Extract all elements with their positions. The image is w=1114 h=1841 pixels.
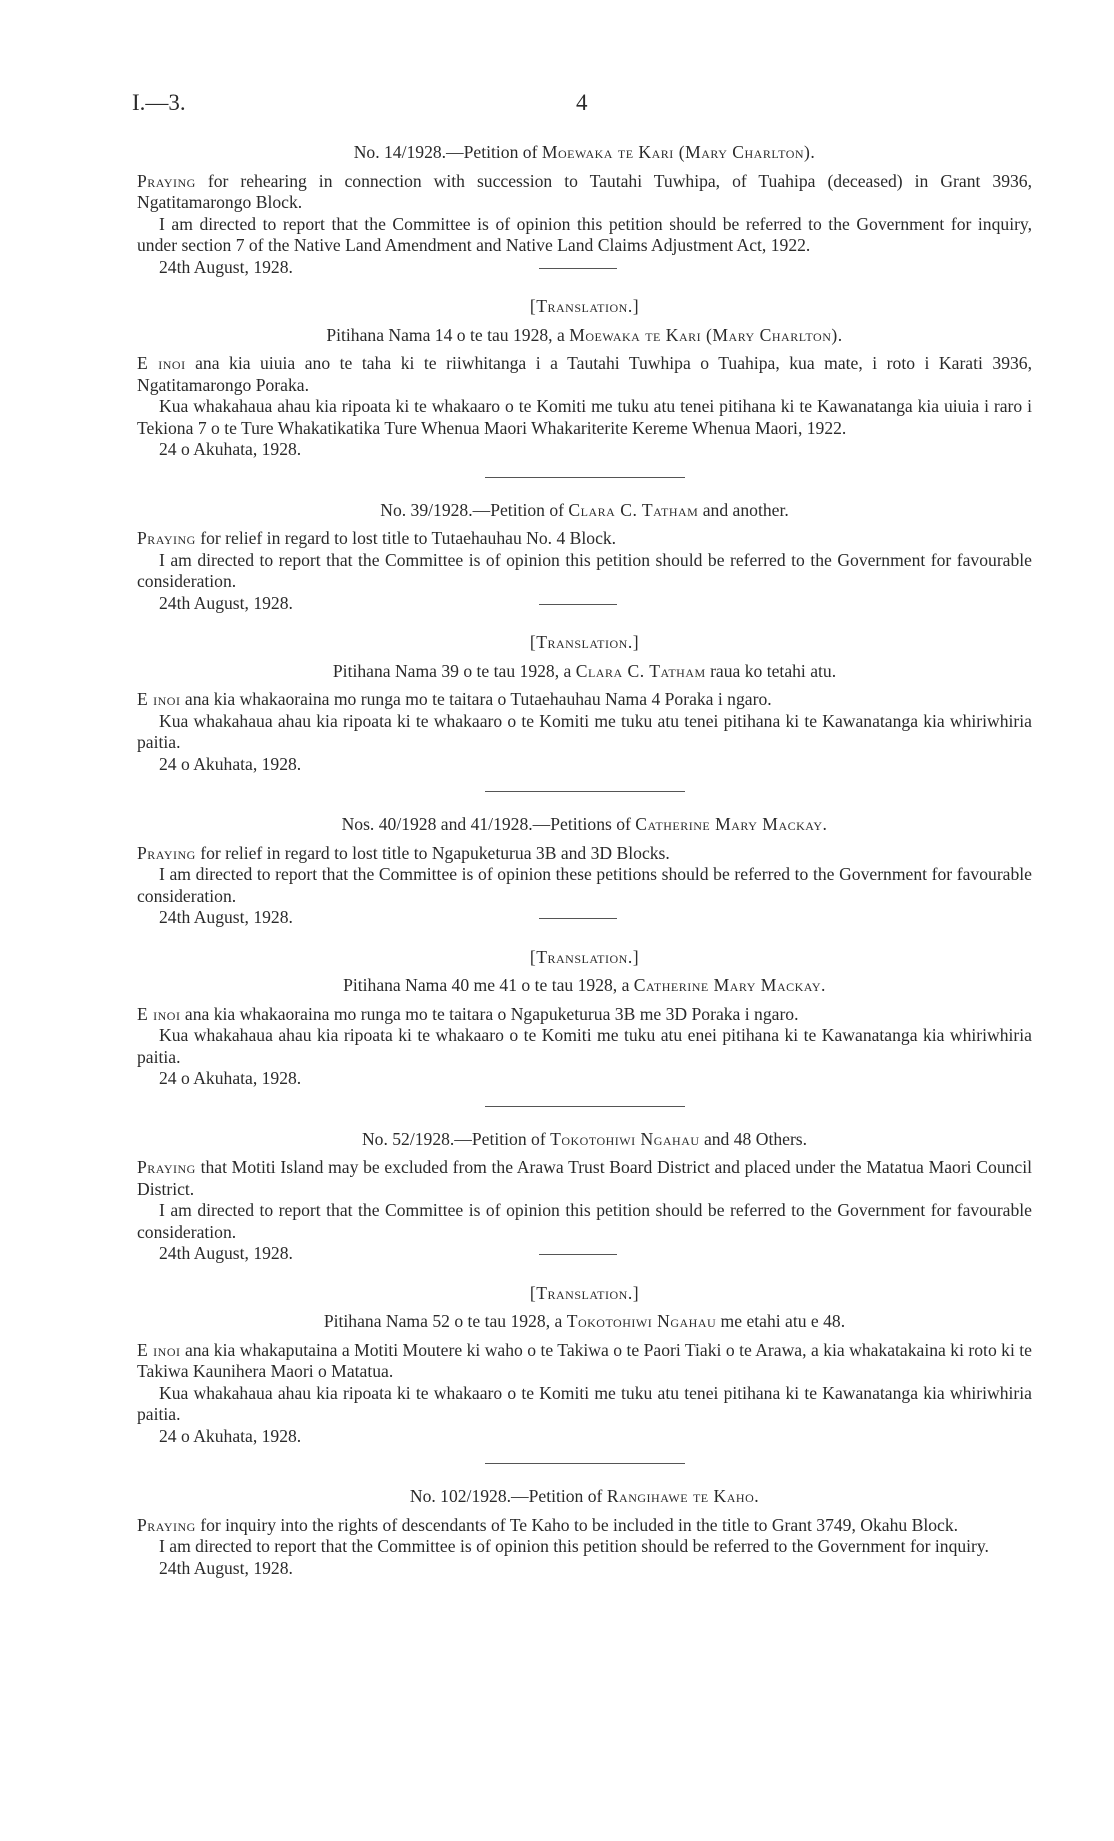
translation-report-paragraph: Kua whakahaua ahau kia ripoata ki te whakaaro o te Komiti me tuku atu tenei pitihana ki te Kawanatanga kia whiriwhiria paitia. xyxy=(137,1382,1032,1424)
report-paragraph: I am directed to report that the Committee is of opinion this petition should be referred to the Government for favourable consideration. xyxy=(137,549,1032,591)
translation-date: 24 o Akuhata, 1928. xyxy=(159,1068,302,1088)
report-paragraph: I am directed to report that the Committee is of opinion this petition should be referred to the Government for inquiry. xyxy=(159,1536,989,1556)
report-date: 24th August, 1928. xyxy=(137,907,1032,929)
translation-report-paragraph: Kua whakahaua ahau kia ripoata ki te whakaaro o te Komiti me tuku atu enei pitihana ki te Kawanatanga kia whiriwhiria paitia. xyxy=(137,1025,1032,1067)
petition-title: No. 14/1928.—Petition of Moewaka te Kari (Mary Charlton). xyxy=(353,142,816,162)
petition-title: No. 52/1928.—Petition of Tokotohiwi Ngahau and 48 Others. xyxy=(361,1128,808,1149)
section-divider xyxy=(485,791,685,792)
praying-paragraph: Praying for relief in regard to lost title to Tutaehauhau No. 4 Block. xyxy=(137,528,617,548)
petition-title: No. 102/1928.—Petition of Rangihawe te Kaho. xyxy=(409,1486,760,1506)
section-divider xyxy=(485,1463,685,1464)
translation-inoi-paragraph: E inoi ana kia whakaoraina mo runga mo te taitara o Tutaehauhau Nama 4 Poraka i ngaro. xyxy=(137,689,772,709)
petition-40-41 xyxy=(137,814,1032,1090)
translation-report-paragraph: Kua whakahaua ahau kia ripoata ki te whakaaro o te Komiti me tuku atu tenei pitihana ki te Kawanatanga kia uiuia i raro i Tekiona 7 o te Ture Whakatikatika Ture Whenua Maori Whakariterite Kereme Whenua Maori, 1922. xyxy=(137,396,1032,438)
section-divider xyxy=(485,477,685,478)
petition-title: No. 39/1928.—Petition of Clara C. Tatham and another. xyxy=(380,499,789,520)
translation-label: [Translation.] xyxy=(529,632,640,652)
translation-inoi-paragraph: E inoi ana kia whakaoraina mo runga mo te taitara o Ngapuketurua 3B me 3D Poraka i ngaro. xyxy=(137,1003,799,1024)
translation-label: [Translation.] xyxy=(529,1282,640,1303)
document-reference: I.—3. xyxy=(132,90,186,115)
translation-date: 24 o Akuhata, 1928. xyxy=(159,753,302,774)
petition-39 xyxy=(137,500,1032,776)
praying-paragraph: Praying for relief in regard to lost title to Ngapuketurua 3B and 3D Blocks. xyxy=(137,842,670,863)
translation-inoi-paragraph: E inoi ana kia whakaputaina a Motiti Moutere ki waho o te Takiwa o te Paori Tiaki o te Arawa, a kia whakatakaina ki roto ki te Takiwa Kaunihera Maori o Matatua. xyxy=(137,1339,1032,1381)
section-divider xyxy=(485,1106,685,1107)
petition-14 xyxy=(137,142,1032,461)
petitioner-name: Tokotohiwi Ngahau xyxy=(550,1128,700,1149)
translation-inoi-paragraph: E inoi ana kia uiuia ano te taha ki te riiwhitanga i a Tautahi Tuwhipa o Tuahipa, kua mate, i roto i Karati 3936, Ngatitamarongo Poraka. xyxy=(137,353,1032,395)
translation-label: [Translation.] xyxy=(529,946,640,967)
petition-title: Nos. 40/1928 and 41/1928.—Petitions of Catherine Mary Mackay. xyxy=(341,814,828,834)
praying-paragraph: Praying for inquiry into the rights of descendants of Te Kaho to be included in the title to Grant 3749, Okahu Block. xyxy=(137,1514,959,1535)
report-date: 24th August, 1928. xyxy=(137,1243,1032,1265)
translation-title: Pitihana Nama 14 o te tau 1928, a Moewaka te Kari (Mary Charlton). xyxy=(326,324,843,345)
praying-paragraph: Praying that Motiti Island may be excluded from the Arawa Trust Board District and placed under the Matatua Maori Council District. xyxy=(137,1157,1032,1199)
short-divider xyxy=(539,1254,617,1255)
petitioner-name: Clara C. Tatham xyxy=(568,499,699,520)
petitioner-name: Moewaka te Kari (Mary Charlton). xyxy=(541,142,816,162)
translation-label: [Translation.] xyxy=(529,296,640,316)
report-paragraph: I am directed to report that the Committee is of opinion this petition should be referred to the Government for favourable consideration. xyxy=(137,1200,1032,1242)
short-divider xyxy=(539,918,617,919)
page-number: 4 xyxy=(576,90,588,115)
report-date: 24th August, 1928. xyxy=(159,1557,293,1578)
translation-title: Pitihana Nama 39 o te tau 1928, a Clara C. Tatham raua ko tetahi atu. xyxy=(332,660,837,681)
report-paragraph: I am directed to report that the Committee is of opinion these petitions should be referred to the Government for favourable consideration. xyxy=(137,864,1032,906)
short-divider xyxy=(539,268,617,269)
petition-52 xyxy=(137,1129,1032,1448)
translation-date: 24 o Akuhata, 1928. xyxy=(159,439,302,459)
translation-title: Pitihana Nama 40 me 41 o te tau 1928, a Catherine Mary Mackay. xyxy=(343,975,826,995)
translation-date: 24 o Akuhata, 1928. xyxy=(159,1425,302,1446)
document-body xyxy=(137,142,1032,1579)
petition-102 xyxy=(137,1486,1032,1579)
praying-paragraph: Praying for rehearing in connection with succession to Tautahi Tuwhipa, of Tuahipa (deceased) in Grant 3936, Ngatitamarongo Block. xyxy=(137,170,1032,212)
translation-report-paragraph: Kua whakahaua ahau kia ripoata ki te whakaaro o te Komiti me tuku atu tenei pitihana ki te Kawanatanga kia whiriwhiria paitia. xyxy=(137,710,1032,752)
petitioner-name: Catherine Mary Mackay. xyxy=(635,814,828,834)
translation-title: Pitihana Nama 52 o te tau 1928, a Tokotohiwi Ngahau me etahi atu e 48. xyxy=(323,1311,846,1331)
report-date: 24th August, 1928. xyxy=(137,257,1032,279)
report-paragraph: I am directed to report that the Committee is of opinion this petition should be referred to the Government for inquiry, under section 7 of the Native Land Amendment and Native Land Claims Adjustment Act, 1922. xyxy=(137,213,1032,255)
short-divider xyxy=(539,604,617,605)
petitioner-name: Rangihawe te Kaho. xyxy=(606,1486,760,1506)
report-date: 24th August, 1928. xyxy=(137,593,1032,615)
